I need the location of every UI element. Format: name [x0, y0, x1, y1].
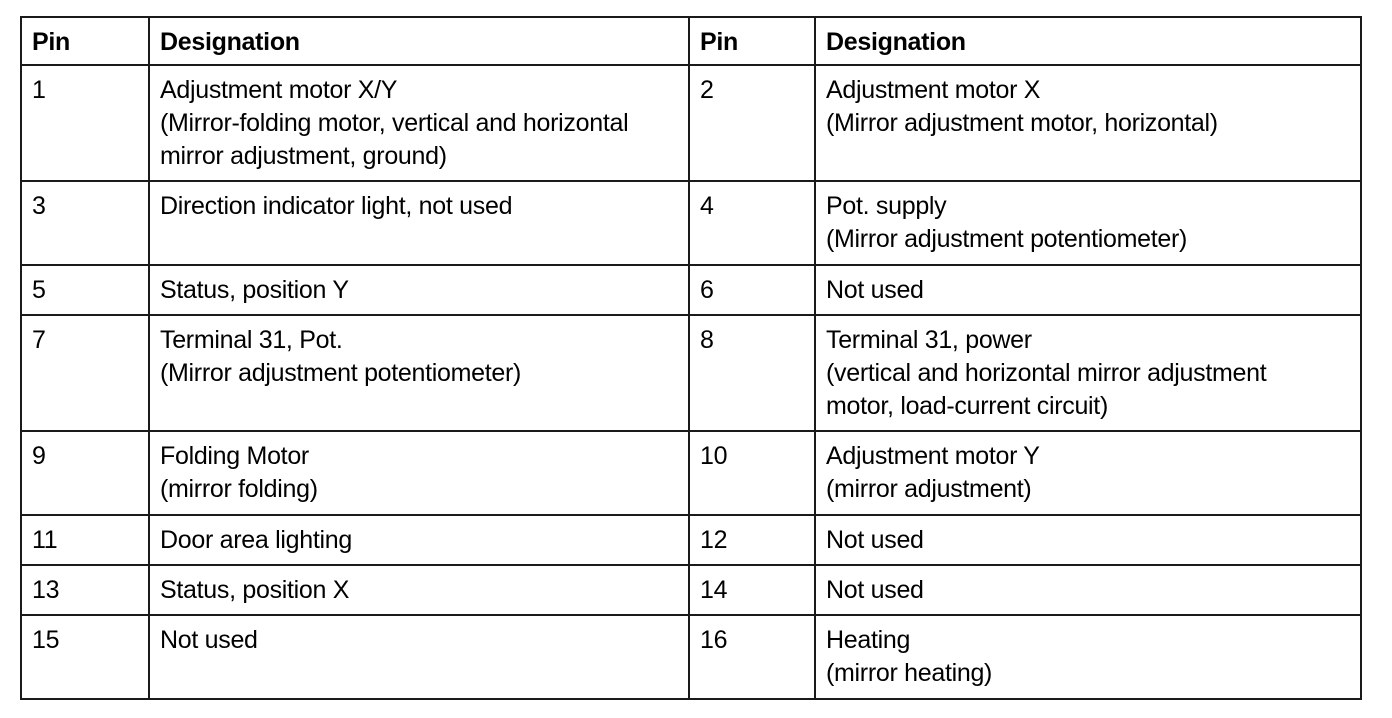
designation-line: Pot. supply [826, 192, 947, 220]
pin-number: 11 [21, 515, 149, 565]
designation-line: Not used [160, 626, 258, 654]
header-row [21, 17, 1361, 65]
designation-line: (Mirror-folding motor, vertical and horizontal [160, 109, 629, 137]
pin-number: 7 [21, 315, 149, 431]
table-row [21, 431, 1361, 515]
pin-number: 9 [21, 431, 149, 515]
designation-line: Adjustment motor Y [826, 442, 1040, 470]
designation-line: Not used [826, 526, 924, 554]
header-pin-right: Pin [689, 17, 815, 65]
designation-line: (Mirror adjustment potentiometer) [160, 359, 522, 387]
designation-line: (vertical and horizontal mirror adjustment [826, 359, 1267, 387]
designation-line: Status, position Y [160, 276, 349, 304]
pin-designation [149, 431, 689, 515]
pin-number: 14 [689, 565, 815, 615]
pin-designation [815, 265, 1361, 315]
designation-line: Adjustment motor X/Y [160, 76, 398, 104]
designation-line: Status, position X [160, 576, 350, 604]
table-row [21, 181, 1361, 265]
designation-line: Heating [826, 626, 911, 654]
pin-designation [815, 565, 1361, 615]
pin-number: 2 [689, 65, 815, 181]
designation-line: Door area lighting [160, 526, 352, 554]
pin-designation [815, 515, 1361, 565]
pin-number: 13 [21, 565, 149, 615]
designation-line: mirror adjustment, ground) [160, 142, 447, 170]
table-row [21, 315, 1361, 431]
header-designation-right: Designation [815, 17, 1361, 65]
designation-line: Not used [826, 276, 924, 304]
pin-designation [149, 181, 689, 265]
pin-number: 8 [689, 315, 815, 431]
pin-number: 12 [689, 515, 815, 565]
designation-line: (mirror adjustment) [826, 475, 1032, 503]
pin-number: 5 [21, 265, 149, 315]
pin-number: 3 [21, 181, 149, 265]
pin-designation [815, 181, 1361, 265]
header-designation-left: Designation [149, 17, 689, 65]
pin-designation [815, 65, 1361, 181]
pin-designation [149, 265, 689, 315]
table-row [21, 615, 1361, 699]
pin-number: 15 [21, 615, 149, 699]
designation-line: Adjustment motor X [826, 76, 1041, 104]
pin-number: 6 [689, 265, 815, 315]
pin-designation [815, 431, 1361, 515]
pin-number: 1 [21, 65, 149, 181]
pin-designation [149, 515, 689, 565]
pin-designation [149, 565, 689, 615]
pin-designation [815, 615, 1361, 699]
designation-line: motor, load-current circuit) [826, 392, 1108, 420]
designation-line: Terminal 31, power [826, 326, 1032, 354]
pin-designation [815, 315, 1361, 431]
designation-line: (Mirror adjustment potentiometer) [826, 225, 1188, 253]
table-row [21, 515, 1361, 565]
pin-number: 10 [689, 431, 815, 515]
pin-designation [149, 315, 689, 431]
designation-line: Terminal 31, Pot. [160, 326, 343, 354]
table-row [21, 565, 1361, 615]
pin-assignment-table [20, 16, 1362, 700]
header-pin-left: Pin [21, 17, 149, 65]
table-row [21, 65, 1361, 181]
designation-line: (mirror heating) [826, 659, 993, 687]
pin-designation [149, 615, 689, 699]
pin-number: 4 [689, 181, 815, 265]
designation-line: Folding Motor [160, 442, 309, 470]
pin-designation [149, 65, 689, 181]
designation-line: (Mirror adjustment motor, horizontal) [826, 109, 1218, 137]
designation-line: Not used [826, 576, 924, 604]
pin-number: 16 [689, 615, 815, 699]
table-row [21, 265, 1361, 315]
designation-line: Direction indicator light, not used [160, 192, 513, 220]
designation-line: (mirror folding) [160, 475, 318, 503]
